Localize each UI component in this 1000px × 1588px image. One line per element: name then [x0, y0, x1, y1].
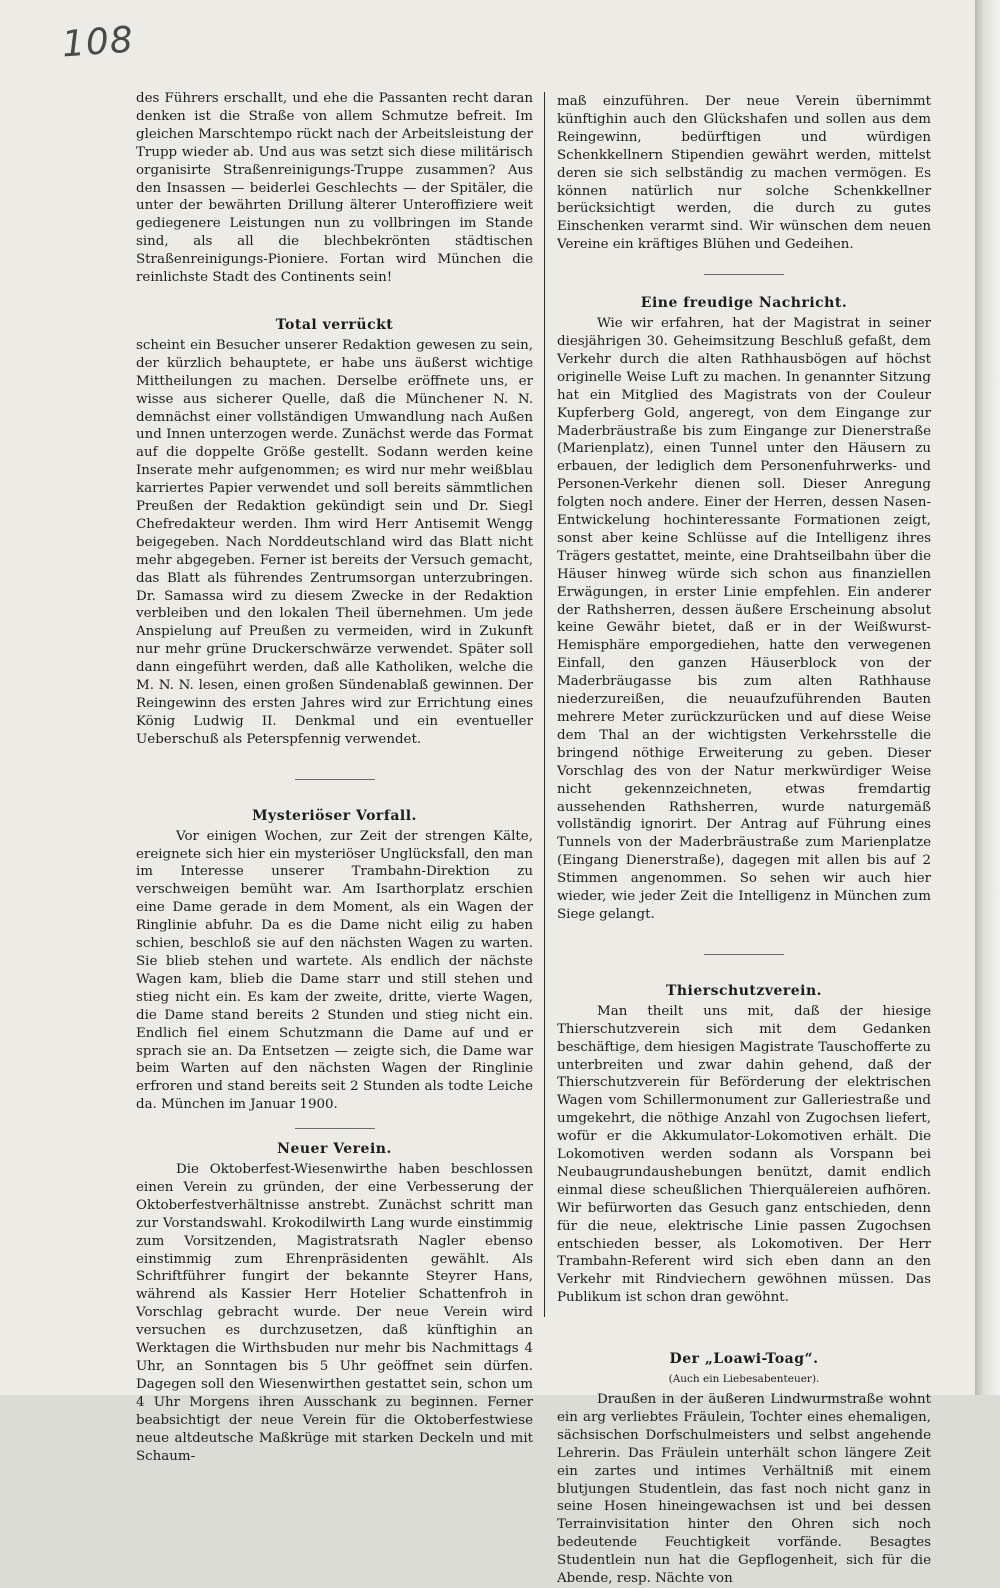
article-text-total-verrueckt: scheint ein Besucher unserer Redaktion gewesen zu sein, der kürzlich behauptete, er habe uns äußerst wichtige Mittheilungen zu machen. Derselbe eröffnete uns, er wisse aus sicherer Quelle, daß die Münchener N. N. demnächst einer vollständigen Umwandlung nach Außen und Innen unterzogen werde. Zunächst werde das Format auf die doppelte Größe gestellt. Sodann werden keine Inserate mehr aufgenommen; es wird nur mehr weißblau karriertes Papier verwendet und soll bereits sämmtlichen Preußen der Redaktion gekündigt sein und Dr. Siegl Chefredakteur werden. Ihm wird Herr Antisemit Wengg beigegeben. Nach Norddeutschland wird das Blatt nicht mehr abgegeben. Ferner ist bereits der Versuch gemacht, das Blatt als führendes Zentrumsorgan unterzubringen. Dr. Samassa wird zu diesem Zwecke in der Redaktion verbleiben und den lokalen Theil übernehmen. Um jede Anspielung auf Preußen zu vermeiden, wird in Zukunft nur mehr grüne Druckerschwärze verwendet. Später soll dann eingeführt werden, daß alle Katholiken, welche die M. N. N. lesen, einen großen Sündenablaß gewinnen. Der Reingewinn des ersten Jahres wird zur Errichtung eines König Ludwig II. Denkmal und ein eventueller Ueberschuß als Peterspfennig verwendet.: [136, 337, 533, 747]
article-title-total-verrueckt: Total verrückt: [275, 316, 394, 333]
column-divider: [544, 92, 545, 1317]
left-intro-paragraph: des Führers erschallt, und ehe die Passanten recht daran denken ist die Straße von allem Schmutze befreit. Im gleichen Marschtempo rückt nach der Arbeitsleistung der Trupp wieder ab. Und aus was setzt sich diese militärisch organisirte Straßenreinigungs-Truppe zusammen? Aus den Insassen — beiderlei Geschlechts — der Spitäler, die unter der bewährten Drillung älterer Unteroffiziere weit gediegenere Leistungen nun zu vollbringen im Stande sind, als all die blechbekrönten städtischen Straßenreinigungs-Pioniere. Fortan wird München die reinlichste Stadt des Continents sein!: [136, 91, 533, 286]
article-text-mysterioeser-vorfall: Vor einigen Wochen, zur Zeit der strengen Kälte, ereignete sich hier ein mysteriöser Unglücksfall, den man im Interesse unserer Trambahn-Direktion zu verschweigen bemüht war. Am Isarthorplatz erschien eine Dame gerade in dem Moment, als ein Wagen der Ringlinie abfuhr. Da es die Dame nicht eilig zu haben schien, beschloß sie auf den nächsten Wagen zu warten. Sie blieb stehen und wartete. Als endlich der nächste Wagen kam, blieb die Dame starr und still stehen und stieg nicht ein. Es kam der zweite, dritte, vierte Wagen, die Dame stand bereits 2 Stunden und stieg nicht ein. Endlich fiel einem Schutzmann die Dame auf und er sprach sie an. Da Entsetzen — zeigte sich, die Dame war beim Warten auf den nächsten Wagen der Ringlinie erfroren und stand bereits seit 2 Stunden als todte Leiche da. München im Januar 1900.: [136, 828, 533, 1113]
article-title-neuer-verein: Neuer Verein.: [277, 1141, 392, 1158]
article-subtitle-loawi-toag: (Auch ein Liebesabenteuer).: [668, 1373, 820, 1386]
separator-rule: [295, 1128, 375, 1129]
page-number: 108: [60, 19, 136, 66]
page-edge-shadow: [975, 0, 1000, 1395]
left-column: [136, 90, 533, 1465]
article-title-thierschutzverein: Thierschutzverein.: [665, 982, 823, 999]
article-title-freudige-nachricht: Eine freudige Nachricht.: [640, 295, 848, 312]
separator-rule: [704, 274, 784, 275]
article-text-freudige-nachricht: Wie wir erfahren, hat der Magistrat in seiner diesjährigen 30. Geheimsitzung Beschluß gefaßt, dem Verkehr durch die alten Rathhausbögen auf höchst originelle Weise Luft zu machen. In genannter Sitzung hat ein Mitglied des Magistrats von der Couleur Kupferberg Gold, angeregt, von dem Eingange zur Maderbräustraße bis zum Eingange zur Dienerstraße (Marienplatz), einen Tunnel unter den Häusern zu erbauen, der lediglich dem Personenfuhrwerks- und Personen-Verkehr dienen soll. Dieser Anregung folgten noch andere. Einer der Herren, dessen Nasen-Entwickelung hochinteressante Formationen zeigt, sonst aber keine Schlüsse auf die Intelligenz ihres Trägers gestattet, meinte, eine Drahtseilbahn über die Häuser hinweg würde sich schon aus finanziellen Erwägungen, in erster Linie empfehlen. Ein anderer der Rathsherren, dessen äußere Erscheinung absolut keine Gewähr bietet, daß er in der Weißwurst-Hemisphäre emporgediehen, hatte den verwegenen Einfall, den ganzen Häuserblock von der Maderbräugasse bis zum alten Rathhause niederzureißen, die neuaufzuführenden Bauten mehrere Meter zurückzurücken und auf diese Weise dem Thal an der wichtigsten Verkehrsstelle die bringend nöthige Erweiterung zu geben. Dieser Vorschlag des von der Natur merkwürdiger Weise nicht gekennzeichneten, etwas fremdartig aussehenden Rathsherren, wurde naturgemäß vollständig ignorirt. Der Antrag auf Führung eines Tunnels von der Maderbräustraße zum Marienplatze (Eingang Dienerstraße), dagegen mit allen bis auf 2 Stimmen angenommen. So sehen wir auch hier wieder, wie jeder Zeit die Intelligenz in München zum Siege gelangt.: [557, 316, 931, 922]
article-text-neuer-verein: Die Oktoberfest-Wiesenwirthe haben beschlossen einen Verein zu gründen, der eine Verbesserung der Oktoberfestverhältnisse anstrebt. Zunächst schritt man zur Vorstandswahl. Krokodilwirth Lang wurde einstimmig zum Vorsitzenden, Magistratsrath Nagler ebenso einstimmig zum Ehrenpräsidenten gewählt. Als Schriftführer fungirt der bekannte Steyrer Hans, während als Kassier Herr Hotelier Schattenfroh in Vorschlag gebracht wurde. Der neue Verein wird versuchen es durchzusetzen, daß künftighin an Werktagen die Wirthsbuden nur mehr bis Nachmittags 4 Uhr, an Sonntagen bis 5 Uhr geöffnet sein dürfen. Dagegen soll den Wiesenwirthen gestattet sein, schon um 4 Uhr Morgens ihren Ausschank zu beginnen. Ferner beabsichtigt der neue Verein für die Oktoberfestwiese neue altdeutsche Maßkrüge mit starken Deckeln und mit Schaum-: [136, 1162, 533, 1464]
article-title-loawi-toag: Der „Loawi-Toag“.: [669, 1351, 819, 1368]
right-column: [557, 93, 931, 1588]
right-intro-paragraph: maß einzuführen. Der neue Verein übernimmt künftighin auch den Glückshafen und sollen aus dem Reingewinn, bedürftigen und würdigen Schenkkellnern Stipendien gewährt werden, mittelst deren sie sich selbständig zu machen vermögen. Es können natürlich nur solche Schenkkellner berücksichtigt werden, die durch zu gutes Einschenken verarmt sind. Wir wünschen dem neuen Vereine ein kräftiges Blühen und Gedeihen.: [557, 94, 931, 253]
article-text-loawi-toag: Draußen in der äußeren Lindwurmstraße wohnt ein arg verliebtes Fräulein, Tochter eines ehemaligen, sächsischen Dorfschulmeisters und selbst angehende Lehrerin. Das Fräulein unterhält schon längere Zeit ein zartes und intimes Verhältniß mit einem blutjungen Studentlein, das fast noch nicht ganz in seine Hosen hineingewachsen ist und bei dessen Terrainvisitation hinter den Ohren sich noch bedeutende Feuchtigkeit vorfände. Besagtes Studentlein nun hat die Gepflogenheit, sich für die Abende, resp. Nächte von: [557, 1392, 931, 1587]
separator-rule: [704, 954, 784, 955]
article-text-thierschutzverein: Man theilt uns mit, daß der hiesige Thierschutzverein sich mit dem Gedanken beschäftige, dem hiesigen Magistrate Tauschofferte zu unterbreiten und zwar dahin gehend, daß der Thierschutzverein für Beförderung der elektrischen Wagen vom Schillermonument zur Galleriestraße und umgekehrt, die nöthige Anzahl von Zugochsen liefert, wofür er die Akkumulator-Lokomotiven erhält. Die Lokomotiven werden sodann als Vorspann bei Neubaugrundaushebungen benützt, damit endlich einmal diese scheußlichen Thierquälereien aufhören. Wir befürworten das Gesuch ganz entschieden, denn für die neue, elektrische Linie passen Zugochsen entschieden besser, als Lokomotiven. Der Herr Trambahn-Referent wird sich eben dann an den Verkehr mit Rindviechern gewöhnen müssen. Das Publikum ist schon dran gewöhnt.: [557, 1003, 931, 1306]
separator-rule: [295, 779, 375, 780]
article-title-mysterioeser-vorfall: Mysteriöser Vorfall.: [252, 807, 417, 824]
